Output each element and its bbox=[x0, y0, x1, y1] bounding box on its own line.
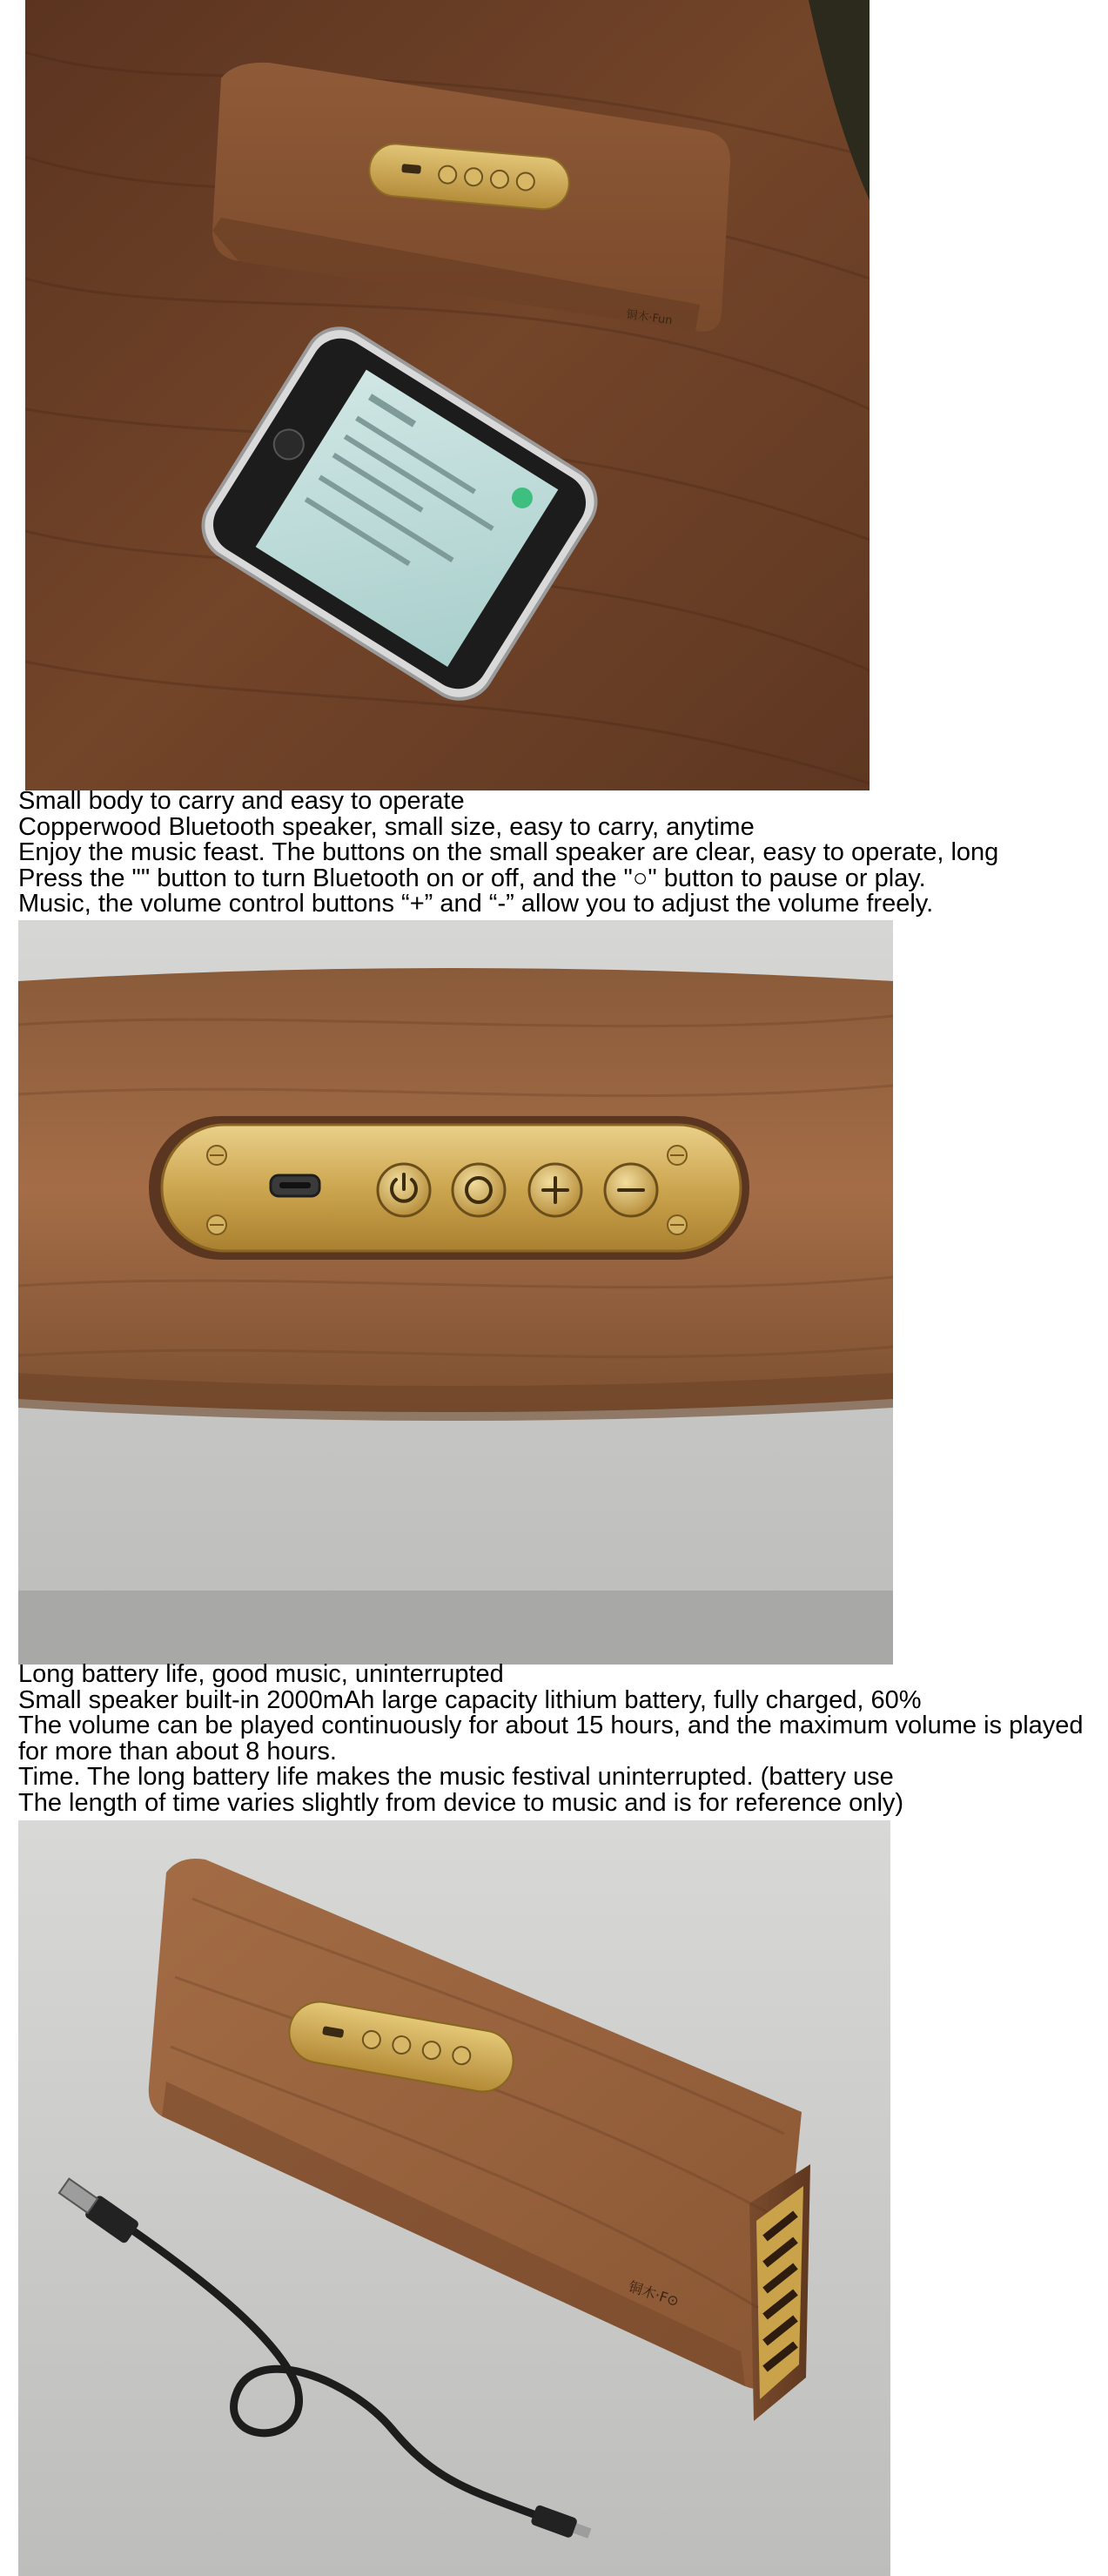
control-panel-closeup-photo bbox=[18, 920, 893, 1665]
speaker-brand-mark: 铜木·F⊙ bbox=[626, 2277, 682, 2310]
speaker-with-phone-illustration bbox=[25, 0, 870, 790]
control-panel-illustration bbox=[18, 920, 893, 1665]
speaker-with-cable-illustration bbox=[18, 1820, 890, 2576]
description-line: Enjoy the music feast. The buttons on the small speaker are clear, easy to operate, long bbox=[18, 838, 999, 866]
description-line: Small speaker built-in 2000mAh large capacity lithium battery, fully charged, 60% bbox=[18, 1685, 922, 1714]
easy-operation-description bbox=[18, 789, 1098, 918]
battery-life-description bbox=[18, 1662, 1098, 1816]
description-line: Press the "" button to turn Bluetooth on or off, and the "○" button to pause or play. bbox=[18, 864, 926, 892]
description-line: The volume can be played continuously for about 15 hours, and the maximum volume is played for more than about 8 hours. bbox=[18, 1712, 1084, 1766]
easy-operation-heading: Small body to carry and easy to operate bbox=[18, 787, 465, 815]
description-line: The length of time varies slightly from device to music and is for reference only) bbox=[18, 1788, 904, 1817]
description-line: Time. The long battery life makes the music festival uninterrupted. (battery use bbox=[18, 1763, 894, 1791]
speaker-with-phone-photo bbox=[25, 0, 870, 790]
speaker-with-cable-photo bbox=[18, 1820, 890, 2576]
description-line: Copperwood Bluetooth speaker, small size, easy to carry, anytime bbox=[18, 812, 755, 841]
description-line: Music, the volume control buttons “+” and “-” allow you to adjust the volume freely. bbox=[18, 890, 934, 918]
battery-life-heading: Long battery life, good music, uninterrupted bbox=[18, 1660, 504, 1688]
speaker-brand-mark: 铜木·Fun bbox=[625, 308, 674, 328]
